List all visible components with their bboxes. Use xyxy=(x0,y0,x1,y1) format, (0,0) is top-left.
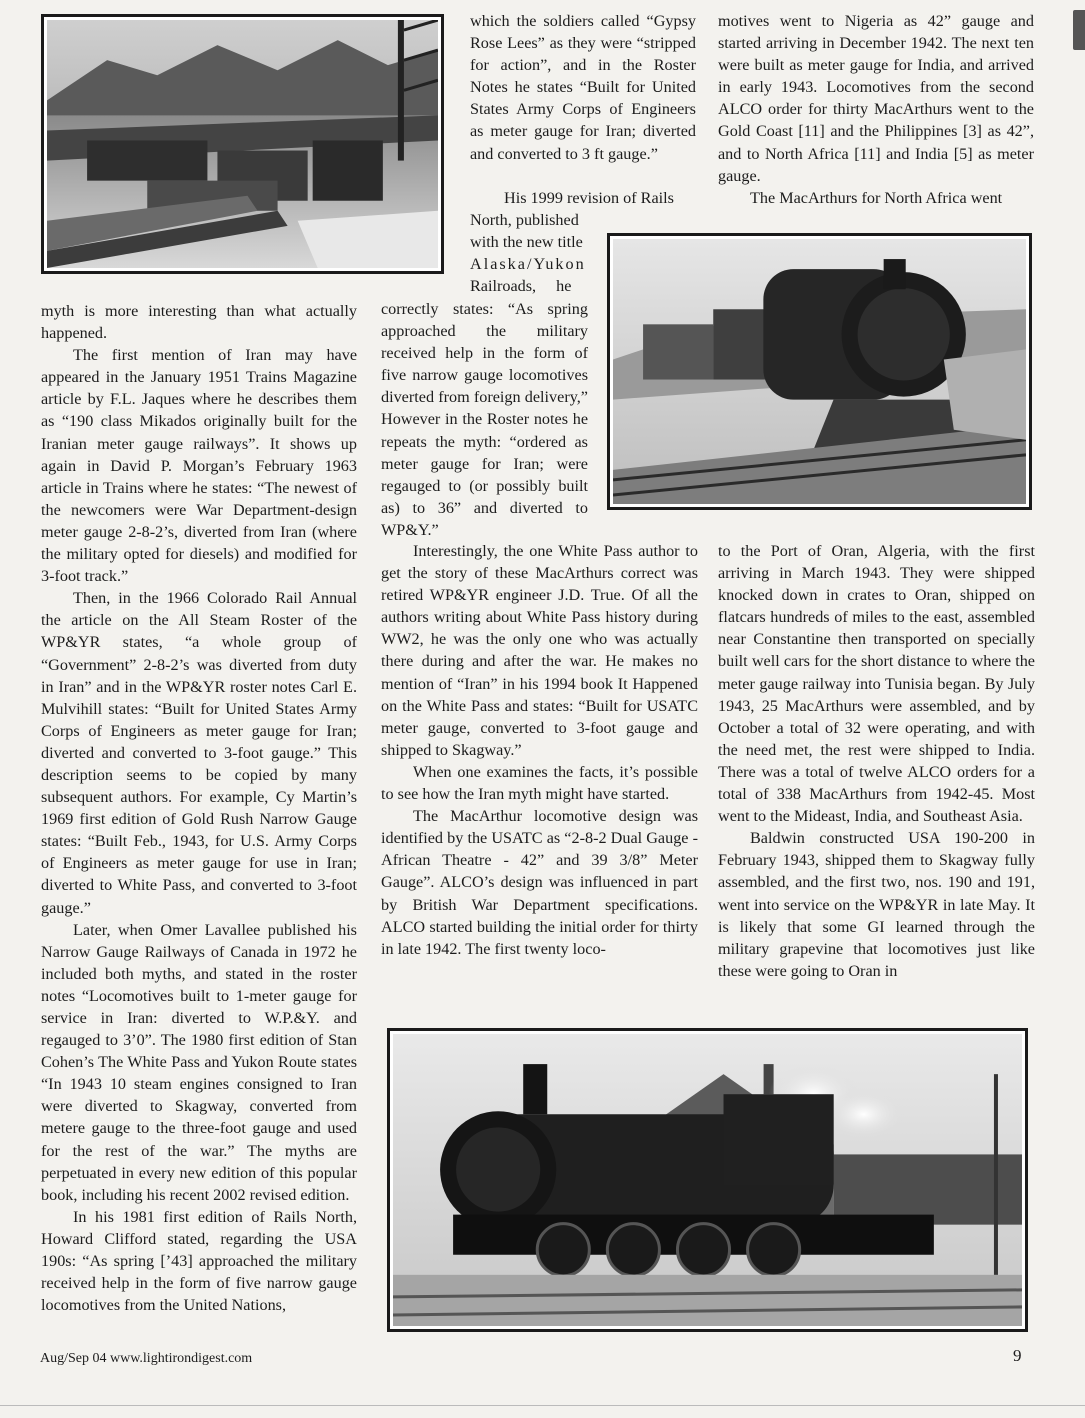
right-paragraph: Baldwin constructed USA 190-200 in February 1943, shipped them to Skagway fully assembled, and the first two, nos. 190 and 191, went into service on the WP&YR in late May. It is likely that some GI learned through the military grapevine that locomotives just like these were going to Oran in xyxy=(718,829,1035,980)
left-paragraph: myth is more interesting than what actually happened. xyxy=(41,302,357,343)
middle-paragraph: Interestingly, the one White Pass author to get the story of these MacArthurs correct was retired WP&YR engineer J.D. True. Of all the authors writing about White Pass history during WW2, he was the only one who was actually there during and after the war. He makes no mention of “Iran” in his 1994 book It Happened on the White Pass and states: “Built for USATC meter gauge, converted to 3-foot gauge and shipped to Skagway.” xyxy=(381,542,698,759)
left-column xyxy=(41,300,357,1316)
middle-column-bottom xyxy=(381,540,698,960)
steam-locomotive-at-station-photo xyxy=(387,1028,1028,1332)
middle-column-top xyxy=(470,10,696,165)
page-edge-tab xyxy=(1073,10,1085,50)
middle-paragraph: The MacArthur locomotive design was identified by the USATC as “2-8-2 Dual Gauge - African Theatre - 42” and 39 3/8” Meter Gauge”. ALCO’s design was influenced in part by British War Department specifications. ALCO started building the initial order for thirty in late 1942. The first twenty loco- xyxy=(381,807,698,958)
page-bottom-rule xyxy=(0,1405,1085,1406)
left-paragraph: The first mention of Iran may have appeared in the January 1951 Trains Magazine article by F.L. Jaques where he describes them as “190 class Mikados originally built for the Iranian meter gauge railways”. It shows up again in David P. Morgan’s February 1963 article in Trains where he states: “The newest of the newcomers were War Department-design meter gauge 2-8-2’s, diverted from Iran (where the military opted for diesels) and modified for 3-foot track.” xyxy=(41,346,357,586)
wrap-line: with the new title xyxy=(470,233,583,252)
right-column-top xyxy=(718,10,1034,209)
middle-paragraph: When one examines the facts, it’s possible to see how the Iran myth might have started. xyxy=(381,762,698,804)
middle-column-wrap xyxy=(470,187,696,297)
page-number: 9 xyxy=(1013,1346,1022,1365)
wrap-line: Railroads, he xyxy=(470,277,572,296)
right-paragraph: motives went to Nigeria as 42” gauge and started arriving in December 1942. The next ten were built as meter gauge for India, and arrived in early 1943. Locomotives from the second ALCO order for thirty MacArthurs went to the Gold Coast [11] and the Philippines [3] as 42”, and to North Africa [11] and India [5] as meter gauge. xyxy=(718,12,1034,185)
construction-yard-photo xyxy=(41,14,444,274)
left-paragraph: Then, in the 1966 Colorado Rail Annual the article on the All Steam Roster of the WP&YR states, “a whole group of “Government” 2-8-2’s was diverted from duty in Iran” and in the WP&YR roster notes Carl E. Mulvihill states: “Built for United States Army Corps of Engineers as meter gauge for Iran; diverted and converted to 3-foot gauge.” This description seems to be copied by many subsequent authors. For example, Cy Martin’s 1969 first edition of Gold Rush Narrow Gauge states: “Built Feb., 1943, for U.S. Army Corps of Engineers as meter gauge for use in Iran; diverted to White Pass, and converted to 3-foot gauge.” xyxy=(41,589,357,917)
middle-column-after-wrap xyxy=(381,298,588,541)
left-paragraph: Later, when Omer Lavallee published his Narrow Gauge Railways of Canada in 1972 he included both myths, and stated in the roster notes “Locomotives built to 1-meter gauge for service in Iran: diverted to W.P.&Y. and regauged to 3’0”. The 1980 first edition of Stan Cohen’s The White Pass and Yukon Route states “In 1943 10 steam engines consigned to Iran were diverted to Skagway, converted from metere gauge to the three-foot gauge and used for the rest of the war.” The myths are perpetuated in every new edition of this popular book, including his recent 2002 revised edition. xyxy=(41,920,357,1204)
middle-paragraph: which the soldiers called “Gypsy Rose Lees” as they were “stripped for action”, and in the Roster Notes he states “Built for United States Army Corps of Engineers as meter gauge for Iran; diverted and converted to 3 ft gauge.” xyxy=(470,12,696,163)
construction-yard-image xyxy=(47,20,438,268)
left-paragraph: In his 1981 first edition of Rails North, Howard Clifford stated, regarding the USA 190s: “As spring [’43] approached the military received help in the form of five narrow gauge locomotives from the United Nations, xyxy=(41,1207,357,1315)
wrap-line: Alaska/Yukon xyxy=(470,255,586,274)
right-column-bottom xyxy=(718,540,1035,982)
right-paragraph: to the Port of Oran, Algeria, with the first arriving in March 1943. They were shipped knocked down in crates to Oran, shipped on flatcars hundreds of miles to the east, assembled near Constantine then transported on specially built well cars for the short distance to where the meter gauge railway into Tunisia began. By July 1943, 25 MacArthurs were assembled, and by October a total of 32 were operating, and with the need met, the rest were shipped to India. There was a total of twelve ALCO orders for a total of 338 MacArthurs from 1942-45. Most went to the Mideast, India, and Southeast Asia. xyxy=(718,542,1035,826)
right-paragraph: The MacArthurs for North Africa went xyxy=(750,188,1003,207)
middle-paragraph: correctly states: “As spring approached the military received help in the form of five narrow gauge locomotives diverted from foreign delivery,” However in the Roster notes he repeats the myth: “ordered as meter gauge for Iran; were regauged to (or possibly built as) to 36” and diverted to WP&Y.” xyxy=(381,300,588,539)
wrap-line: North, published xyxy=(470,211,579,230)
steam-locomotive-image xyxy=(393,1034,1022,1326)
wrap-line: His 1999 revision of Rails xyxy=(504,189,674,207)
page-footer: Aug/Sep 04 www.lightirondigest.com xyxy=(40,1351,253,1366)
